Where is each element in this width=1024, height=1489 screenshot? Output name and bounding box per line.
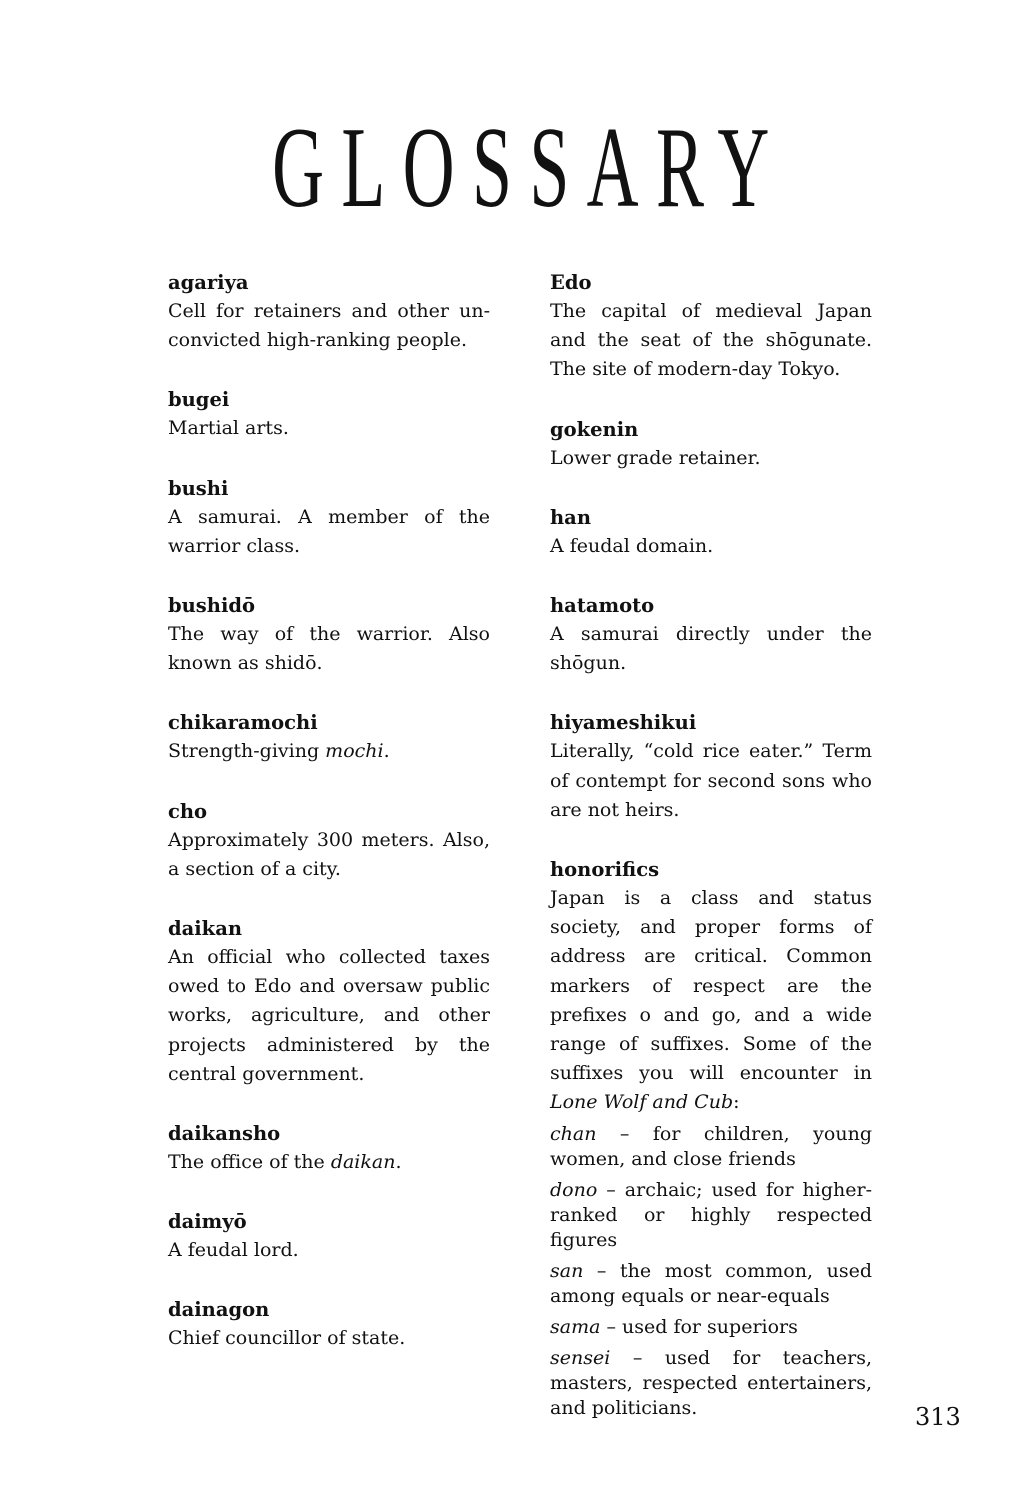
suffix-word: sama — [550, 1315, 601, 1338]
glossary-entry-cho — [168, 797, 490, 884]
glossary-entry-han — [550, 503, 872, 561]
suffix-item-sensei — [550, 1346, 872, 1421]
entry-term: han — [550, 505, 591, 529]
suffix-text: – archaic; used for higher-ranked or highly respected figures — [550, 1178, 872, 1251]
definition-tail: : — [733, 1091, 740, 1114]
entry-term: Edo — [550, 271, 592, 294]
suffix-text: – the most common, used among equals or near-equals — [550, 1259, 872, 1307]
glossary-entry-hatamoto — [550, 591, 872, 678]
glossary-entry-chikaramochi — [168, 708, 490, 766]
definition-italic-text: daikan — [330, 1151, 396, 1174]
entry-term: daimyō — [168, 1210, 247, 1234]
definition-italic-text: mochi — [325, 740, 384, 763]
suffix-item-san — [550, 1259, 872, 1309]
entry-definition: A samurai directly under the shōgun. — [550, 623, 872, 675]
entry-definition: Chief councillor of state. — [168, 1327, 406, 1350]
entry-definition: Approximately 300 meters. Also, a section of a city. — [168, 828, 490, 880]
entry-term: agariya — [168, 271, 249, 294]
entry-term: dainagon — [168, 1298, 270, 1322]
entry-definition — [168, 737, 490, 766]
definition-text: The office of the — [168, 1151, 331, 1174]
definition-tail: . — [395, 1151, 402, 1174]
definition-text: Strength-giving — [168, 740, 326, 763]
glossary-entry-edo — [550, 268, 872, 385]
entry-definition — [550, 884, 872, 1118]
entry-term: bushi — [168, 476, 229, 500]
left-column — [168, 268, 490, 1384]
definition-italic-text: Lone Wolf and Cub — [550, 1091, 734, 1114]
suffix-word: dono — [550, 1178, 598, 1201]
right-column — [550, 268, 872, 1451]
entry-term: cho — [168, 799, 208, 823]
entry-definition: Lower grade retainer. — [550, 446, 761, 469]
entry-definition: A samurai. A member of the warrior class. — [168, 505, 490, 557]
suffix-item-dono — [550, 1178, 872, 1253]
glossary-entry-daimyo — [168, 1207, 490, 1265]
glossary-entry-honorifics — [550, 855, 872, 1421]
entry-definition: A feudal lord. — [168, 1239, 299, 1262]
entry-term: honorifics — [550, 858, 660, 882]
entry-term: bugei — [168, 388, 230, 412]
glossary-entry-bushi — [168, 474, 490, 561]
suffix-text: – for children, young women, and close friends — [550, 1122, 872, 1170]
entry-definition: The way of the warrior. Also known as shidō. — [168, 623, 490, 675]
suffix-item-sama — [550, 1315, 872, 1340]
entry-term: daikan — [168, 917, 243, 941]
entry-definition — [168, 1148, 490, 1177]
suffix-item-chan — [550, 1122, 872, 1172]
entry-definition: Martial arts. — [168, 417, 289, 440]
suffix-word: sensei — [550, 1346, 611, 1369]
definition-text: Japan is a class and status society, and proper forms of address are critical. Common markers of respect are the prefixes o and go, and a wide range of suffixes. Some of the suffixes you will encounter in — [550, 887, 872, 1085]
entry-definition: The capital of medieval Japan and the seat of the shōgunate. The site of modern-day Tokyo. — [550, 300, 872, 381]
entry-definition: Cell for retainers and other unconvicted high-ranking people. — [168, 300, 490, 352]
glossary-entry-dainagon — [168, 1295, 490, 1353]
glossary-entry-daikansho — [168, 1119, 490, 1177]
glossary-entry-gokenin — [550, 415, 872, 473]
entry-definition: Literally, “cold rice eater.” Term of contempt for second sons who are not heirs. — [550, 740, 872, 821]
definition-tail: . — [383, 740, 390, 763]
suffix-text: – used for teachers, masters, respected entertainers, and politicians. — [550, 1346, 872, 1419]
suffix-list — [550, 1122, 872, 1421]
glossary-entry-agariya — [168, 268, 490, 355]
suffix-word: chan — [550, 1122, 597, 1145]
suffix-word: san — [550, 1259, 584, 1282]
entry-term: hiyameshikui — [550, 711, 697, 735]
entry-term: bushidō — [168, 594, 256, 618]
glossary-entry-bushido — [168, 591, 490, 678]
entry-definition: A feudal domain. — [550, 534, 714, 557]
entry-definition: An official who collected taxes owed to Edo and oversaw public works, agriculture, and other projects administered by the central government. — [168, 946, 490, 1085]
glossary-entry-bugei — [168, 385, 490, 443]
glossary-entry-daikan — [168, 914, 490, 1089]
entry-term: chikaramochi — [168, 711, 318, 735]
entry-term: hatamoto — [550, 594, 655, 618]
suffix-text: – used for superiors — [600, 1315, 798, 1338]
page-number: 313 — [915, 1403, 961, 1431]
entry-term: daikansho — [168, 1122, 281, 1146]
page-title: GLOSSARY — [272, 104, 787, 232]
entry-term: gokenin — [550, 417, 639, 441]
glossary-entry-hiyameshikui — [550, 708, 872, 825]
